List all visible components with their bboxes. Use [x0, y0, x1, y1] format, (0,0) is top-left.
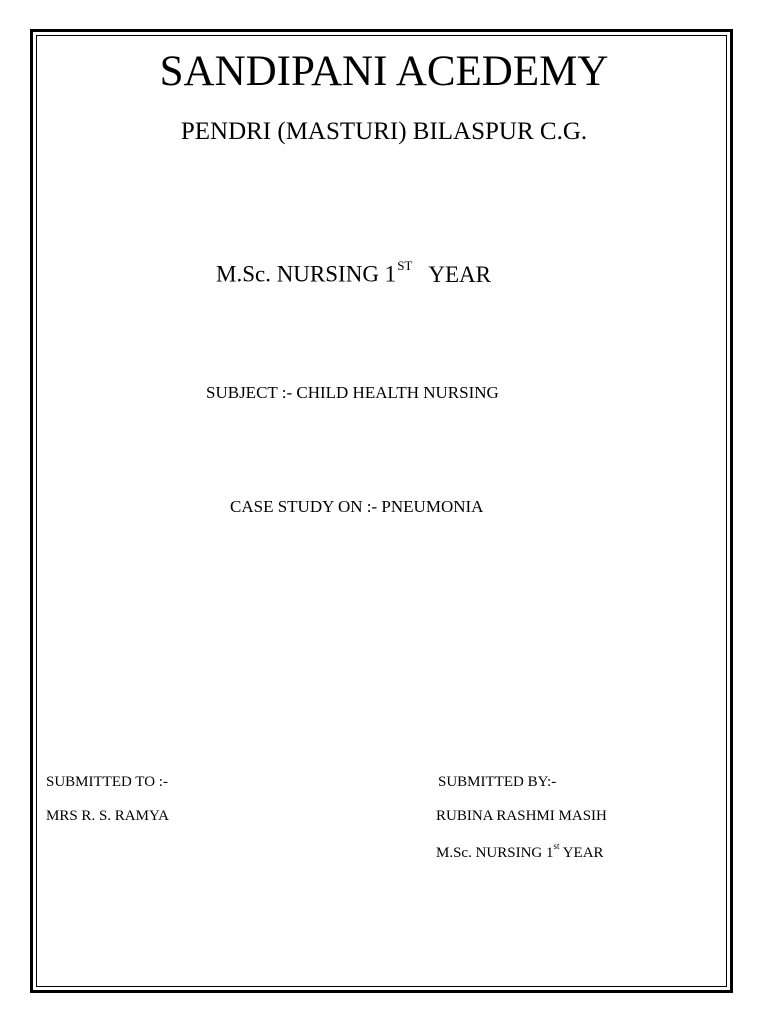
- institution-name: SANDIPANI ACEDEMY: [159, 48, 609, 95]
- course-heading-suffix: YEAR: [428, 261, 491, 287]
- submitted-to-name: MRS R. S. RAMYA: [46, 808, 169, 824]
- course-heading-prefix: M.Sc. NURSING 1: [216, 261, 397, 287]
- course-heading-ordinal: ST: [397, 258, 413, 273]
- subject-line: SUBJECT :- CHILD HEALTH NURSING: [206, 383, 499, 402]
- course-heading: [216, 258, 491, 287]
- institution-address: PENDRI (MASTURI) BILASPUR C.G.: [180, 118, 588, 145]
- submitted-by-course: [436, 841, 604, 861]
- case-study-line: CASE STUDY ON :- PNEUMONIA: [230, 497, 484, 516]
- submitted-by-course-ordinal: st: [553, 841, 560, 851]
- submitted-by-name: RUBINA RASHMI MASIH: [436, 808, 607, 824]
- submitted-by-course-suffix: YEAR: [559, 845, 604, 861]
- submitted-by-label: SUBMITTED BY:-: [438, 774, 557, 790]
- submitted-to-label: SUBMITTED TO :-: [46, 774, 168, 790]
- submitted-by-course-prefix: M.Sc. NURSING 1: [436, 845, 554, 861]
